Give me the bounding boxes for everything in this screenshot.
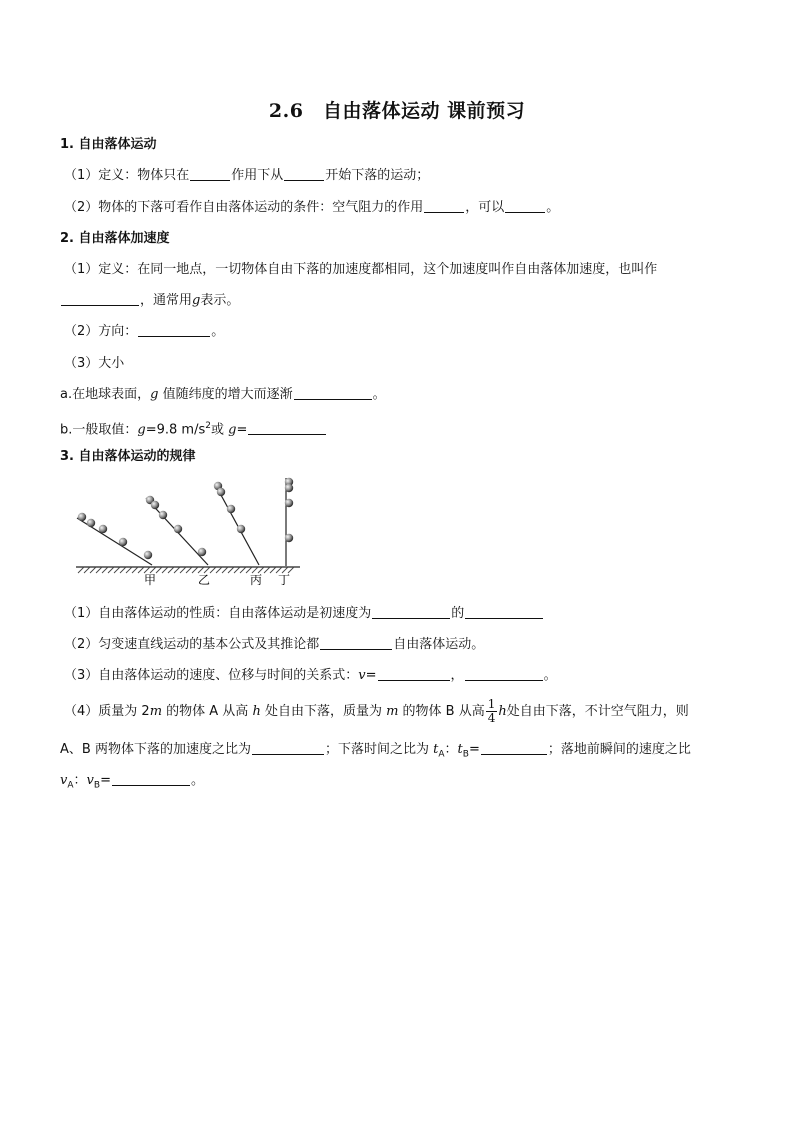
- ball: [227, 505, 235, 513]
- subscript: B: [93, 780, 101, 791]
- ball: [87, 519, 95, 527]
- text: 。: [546, 200, 560, 215]
- text: 处自由下落，不计空气阻力，则: [506, 704, 689, 719]
- text: ，可以: [465, 200, 505, 215]
- figure-label-bing: 丙: [250, 573, 263, 587]
- ball: [237, 525, 245, 533]
- var-m: m: [386, 704, 399, 719]
- var-t: t: [457, 742, 463, 757]
- answer-blank[interactable]: [505, 199, 545, 213]
- text: =: [236, 422, 248, 438]
- text: 作用下从: [231, 168, 284, 183]
- text: 的物体 A 从高: [162, 704, 253, 719]
- text: 表示。: [200, 293, 240, 308]
- answer-blank[interactable]: [378, 667, 450, 681]
- s2-line-6: [60, 417, 327, 439]
- var-t: t: [433, 742, 439, 757]
- figure-label-jia: 甲: [144, 573, 157, 587]
- text: （2）方向：: [64, 324, 138, 339]
- answer-blank[interactable]: [294, 386, 372, 400]
- ball: [198, 548, 206, 556]
- text: 。: [543, 668, 557, 683]
- text: 自由落体运动。: [393, 637, 485, 652]
- answer-blank[interactable]: [138, 323, 210, 337]
- var-m: m: [149, 704, 163, 719]
- var-g: g: [150, 387, 159, 402]
- text: ；下落时间之比为: [324, 742, 434, 757]
- ball: [285, 499, 293, 507]
- section-1-heading: 1. 自由落体运动: [60, 137, 157, 152]
- text: 的: [451, 606, 465, 621]
- ball: [151, 501, 159, 509]
- text: ：: [73, 773, 87, 788]
- text: （1）自由落体运动的性质：自由落体运动是初速度为: [64, 606, 372, 621]
- s3-line-3: [64, 667, 557, 685]
- ball: [99, 525, 107, 533]
- figure-label-ding: 丁: [278, 573, 291, 587]
- figure-label-yi: 乙: [198, 573, 211, 587]
- text: （3）自由落体运动的速度、位移与时间的关系式：: [64, 668, 359, 683]
- s3-line-6: [60, 772, 204, 795]
- var-g: g: [228, 422, 237, 438]
- var-v: v: [358, 668, 366, 683]
- fraction-one-quarter: [486, 698, 498, 725]
- s3-line-5: [60, 741, 691, 764]
- s2-line-5: [60, 386, 386, 404]
- text: ，: [450, 668, 464, 683]
- s2-line-4: （3）大小: [64, 356, 125, 371]
- ball: [285, 534, 293, 542]
- section-3-heading: 3. 自由落体运动的规律: [60, 449, 196, 464]
- s1-line-2: [64, 199, 559, 217]
- fraction-numerator: 1: [487, 697, 496, 711]
- text: 。: [191, 773, 205, 788]
- text: ：: [444, 742, 458, 757]
- s3-line-4: [64, 697, 689, 727]
- answer-blank[interactable]: [248, 421, 326, 435]
- text: 处自由下落，质量为: [260, 704, 387, 719]
- text: b.一般取值：: [60, 422, 138, 438]
- text: 值随纬度的增大而逐渐: [158, 387, 293, 402]
- text: =: [365, 668, 377, 683]
- subscript: A: [67, 780, 74, 791]
- ball: [119, 538, 127, 546]
- var-g: g: [192, 293, 201, 308]
- var-v: v: [60, 773, 68, 788]
- s3-line-2: [64, 636, 484, 654]
- var-v: v: [86, 773, 94, 788]
- ball: [217, 488, 225, 496]
- answer-blank[interactable]: [61, 292, 139, 306]
- answer-blank[interactable]: [424, 199, 464, 213]
- var-g: g: [137, 422, 146, 438]
- answer-blank[interactable]: [252, 741, 324, 755]
- ball: [285, 484, 293, 492]
- text: 或: [210, 422, 229, 438]
- text: （2）匀变速直线运动的基本公式及其推论都: [64, 637, 320, 652]
- free-fall-figure: [72, 474, 304, 590]
- text: 开始下落的运动；: [325, 168, 430, 183]
- s2-line-1: （1）定义：在同一地点，一切物体自由下落的加速度都相同，这个加速度叫作自由落体加速度，也叫作: [64, 262, 658, 277]
- answer-blank[interactable]: [465, 667, 543, 681]
- text: （4）质量为 2: [64, 704, 150, 719]
- text: 的物体 B 从高: [398, 704, 485, 719]
- superscript: 2: [205, 421, 211, 431]
- text: 。: [372, 387, 386, 402]
- text: a.在地球表面，: [60, 387, 151, 402]
- answer-blank[interactable]: [465, 605, 543, 619]
- ball: [159, 511, 167, 519]
- answer-blank[interactable]: [190, 167, 230, 181]
- text: =: [468, 742, 480, 757]
- answer-blank[interactable]: [284, 167, 324, 181]
- var-h: h: [252, 704, 261, 719]
- text: =9.8 m/s: [145, 422, 206, 438]
- answer-blank[interactable]: [372, 605, 450, 619]
- text: （2）物体的下落可看作自由落体运动的条件：空气阻力的作用: [64, 200, 424, 215]
- text: ，通常用: [140, 293, 193, 308]
- s3-line-1: [64, 605, 544, 623]
- text: ；落地前瞬间的速度之比: [547, 742, 691, 757]
- text: A、B 两物体下落的加速度之比为: [60, 742, 251, 757]
- s1-line-1: [64, 167, 429, 185]
- ball: [144, 551, 152, 559]
- s2-line-3: [64, 323, 224, 341]
- text: 。: [211, 324, 225, 339]
- subscript: A: [438, 749, 445, 760]
- ball: [174, 525, 182, 533]
- var-h: h: [498, 704, 507, 719]
- ball: [78, 513, 86, 521]
- text: =: [100, 773, 111, 788]
- subscript: B: [462, 749, 469, 760]
- s2-line-2: [60, 292, 239, 310]
- page-title: 2.6 自由落体运动 课前预习: [268, 100, 526, 122]
- answer-blank[interactable]: [112, 772, 190, 786]
- text: （1）定义：物体只在: [64, 168, 190, 183]
- answer-blank[interactable]: [320, 636, 392, 650]
- fraction-denominator: 4: [487, 711, 496, 725]
- section-2-heading: 2. 自由落体加速度: [60, 231, 170, 246]
- answer-blank[interactable]: [481, 741, 547, 755]
